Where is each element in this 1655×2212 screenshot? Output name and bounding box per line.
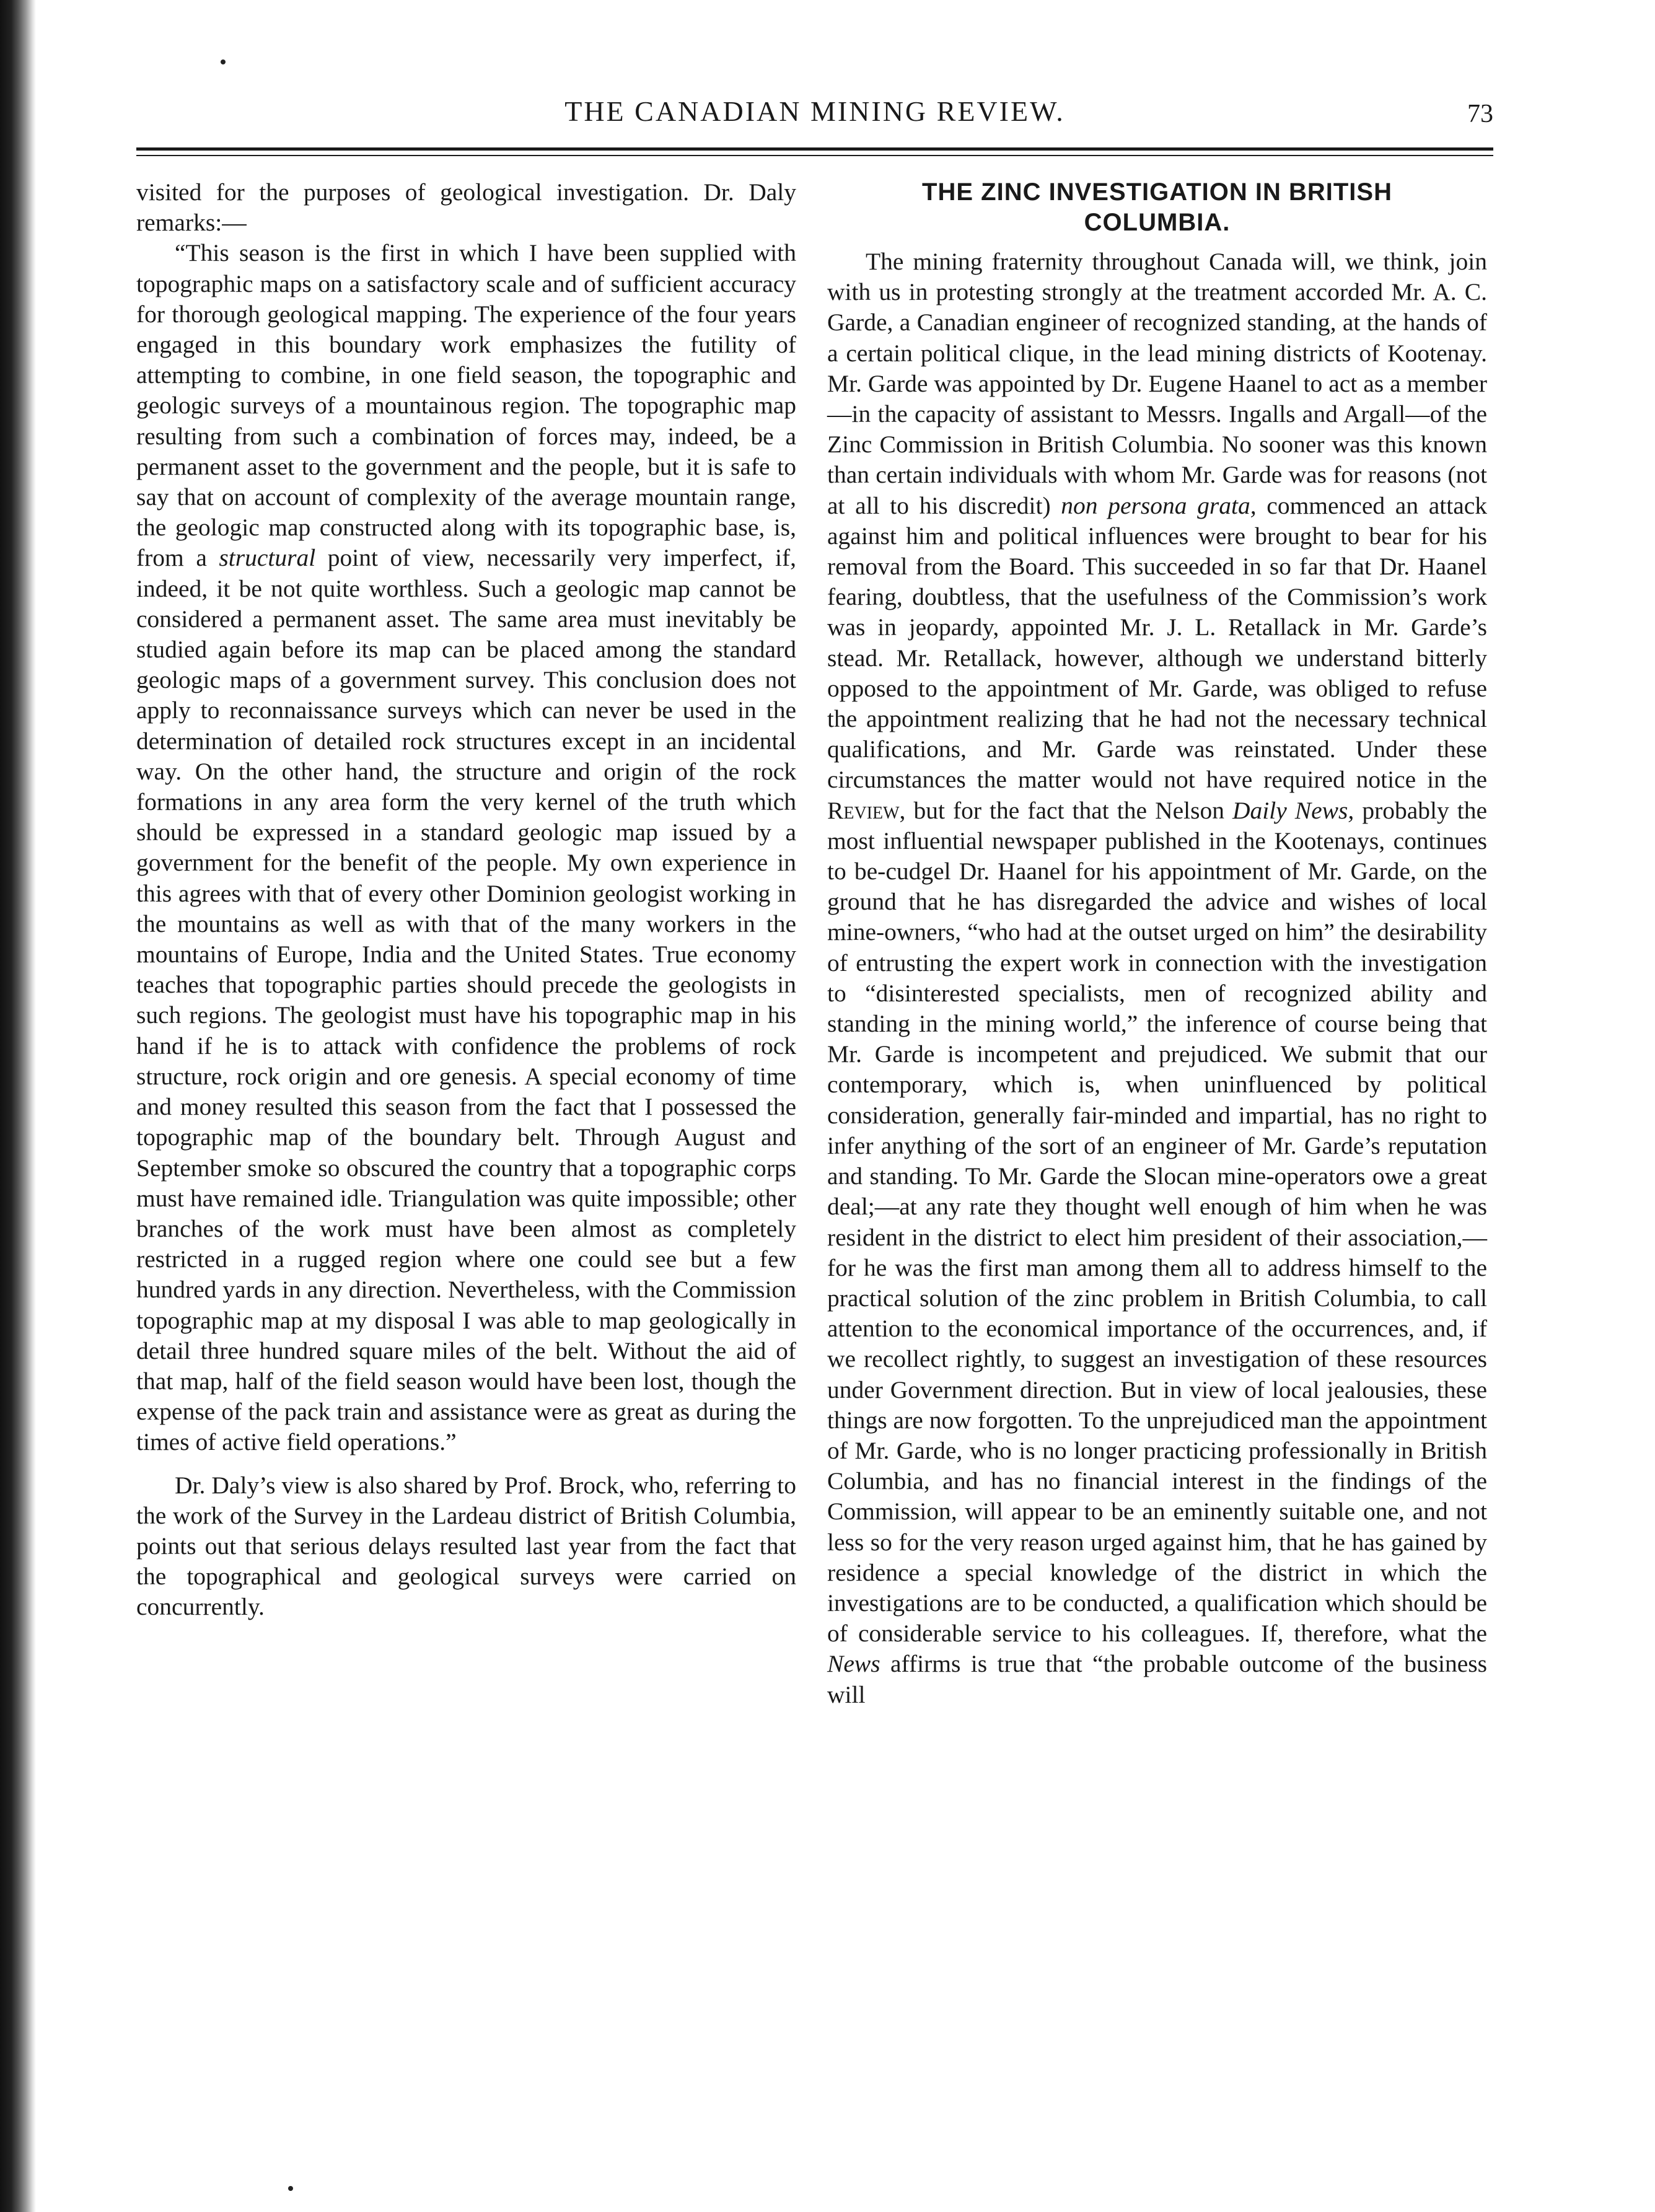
left-column — [136, 177, 796, 1623]
quote-text-part-2: point of view, necessarily very imperfect, if, indeed, it be not quite worthless. Such a geologic map cannot be considered a permanent asset. The same area must inevitably be studied again before its map can be placed among the standard geologic maps of a government survey. This conclusion does not apply to reconnaissance surveys which can never be used in the determination of detailed rock structures except in an incidental way. On the other hand, the structure and origin of the rock formations in any area form the very kernel of the truth which should be expressed in a standard geologic map issued by a government for the benefit of the people. My own experience in this agrees with that of every other Dominion geologist working in the mountains as well as with that of the many workers in the mountains of Europe, India and the United States. True economy teaches that topographic parties should precede the geologists in such regions. The geologist must have his topographic map in his hand if he is to attack with confidence the problems of rock structure, rock origin and ore genesis. A special economy of time and money resulted this season from the fact that I possessed the topographic map of the boundary belt. Through August and September smoke so obscured the country that a topographic corps must have remained idle. Triangulation was quite impossible; other branches of the work must have been almost as completely restricted in a rugged region where one could see but a few hundred yards in any direction. Nevertheless, with the Commission topographic map at my disposal I was able to map geologically in detail three hundred square miles of the belt. Without the aid of that map, half of the field season would have been lost, though the expense of the pack train and assistance were as great as during the times of active field operations.” — [136, 544, 796, 1456]
page-number: 73 — [1467, 100, 1493, 128]
daly-quote-paragraph — [136, 238, 796, 1457]
article-italic-non-persona-grata: non persona grata, — [1061, 491, 1257, 519]
zinc-article-paragraph — [827, 247, 1487, 1710]
article-italic-news: News — [827, 1650, 880, 1678]
running-title: THE CANADIAN MINING REVIEW. — [564, 95, 1065, 127]
article-text-segment-3: but for the fact that the Nelson — [913, 796, 1224, 824]
article-text-segment-1: The mining fraternity throughout Canada will, we think, join with us in protesting strongly at the treatment accorded Mr. A. C. Garde, a Canadian engineer of recognized standing, at the hands of a certain political clique, in the lead mining districts of Kootenay. Mr. Garde was appointed by Dr. Eugene Haanel to act as a member—in the capacity of assistant to Messrs. Ingalls and Argall—of the Zinc Commission in British Columbia. No sooner was this known than certain individuals with whom Mr. Garde was for reasons (not at all to his discredit) — [827, 248, 1487, 519]
article-text-segment-4: probably the most influential newspaper published in the Kootenays, continues to be-cudgel Dr. Haanel for his appointment of Mr. Garde, on the ground that he has disregarded the advice and wishes of local mine-owners, “who had at the outset urged on him” the desirability of entrusting the expert work in connection with the investigation to “disinterested specialists, men of recognized ability and standing in the mining world,” the inference of course being that Mr. Garde is incompetent and prejudiced. We submit that our contemporary, which is, when uninfluenced by political consideration, generally fair-minded and impartial, has no right to infer anything of the sort of an engineer of Mr. Garde’s reputation and standing. To Mr. Garde the Slocan mine-operators owe a great deal;—at any rate they thought well enough of him when he was resident in the district to elect him president of their association,—for he was the first man among them all to address himself to the practical solution of the zinc problem in British Columbia, to call attention to the economical importance of the occurrences, and, if we recollect rightly, to suggest an investigation of these resources under Government direction. But in view of local jealousies, these things are now forgotten. To the unprejudiced man the appointment of Mr. Garde, who is no longer practicing professionally in British Columbia, and has no financial interest in the findings of the Commission, will appear to be an eminently suitable one, and not less so for the very reason urged against him, that he has gained by residence a special knowledge of the district in which the investigations are to be conducted, a qualification which should be of considerable service to his colleagues. If, therefore, what the — [827, 796, 1488, 1648]
article-text-segment-5: affirms is true that “the probable outcome of the business will — [827, 1650, 1487, 1708]
print-speck — [288, 2186, 293, 2191]
article-smallcaps-review: Review, — [827, 796, 906, 824]
left-paragraph-1: visited for the purposes of geological investigation. Dr. Daly remarks:— — [136, 178, 796, 237]
right-column — [827, 177, 1487, 1710]
header-rule-thin — [136, 155, 1493, 156]
header-rule-thick — [136, 147, 1493, 151]
article-text-segment-2: commenced an attack against him and political influences were brought to bear for his removal from the Board. This succeeded in so far that Dr. Haanel fearing, doubtless, that the usefulness of the Commission’s work was in jeopardy, appointed Mr. J. L. Retallack in Mr. Garde’s stead. Mr. Retallack, however, although we understand bitterly opposed to the appointment of Mr. Garde, was obliged to refuse the appointment realizing that he had not the necessary technical qualifications, and Mr. Garde was reinstated. Under these circumstances the matter would not have required notice in the — [827, 491, 1488, 794]
page-binding-edge — [0, 0, 36, 2212]
print-speck — [221, 59, 226, 64]
article-italic-daily-news: Daily News, — [1232, 796, 1354, 824]
page-header — [136, 93, 1493, 143]
article-title-line-2: COLUMBIA. — [1084, 209, 1231, 236]
article-title — [827, 177, 1487, 238]
quote-italic-word: structural — [219, 544, 316, 572]
brock-paragraph: Dr. Daly’s view is also shared by Prof. Brock, who, referring to the work of the Survey in the Lardeau district of British Columbia, points out that serious delays resulted last year from the fact that the topographical and geological surveys were carried on concurrently. — [136, 1471, 796, 1621]
article-title-line-1: THE ZINC INVESTIGATION IN BRITISH — [922, 178, 1392, 206]
quote-text-part-1: “This season is the first in which I have been supplied with topographic maps on a satisfactory scale and of sufficient accuracy for thorough geological mapping. The experience of the four years engaged in this boundary work emphasizes the futility of attempting to combine, in one field season, the topographic and geologic surveys of a mountainous region. The topographic map resulting from such a combination of forces may, indeed, be a permanent asset to the government and the people, but it is safe to say that on account of complexity of the average mountain range, the geologic map constructed along with its topographic base, is, from a — [136, 239, 796, 572]
